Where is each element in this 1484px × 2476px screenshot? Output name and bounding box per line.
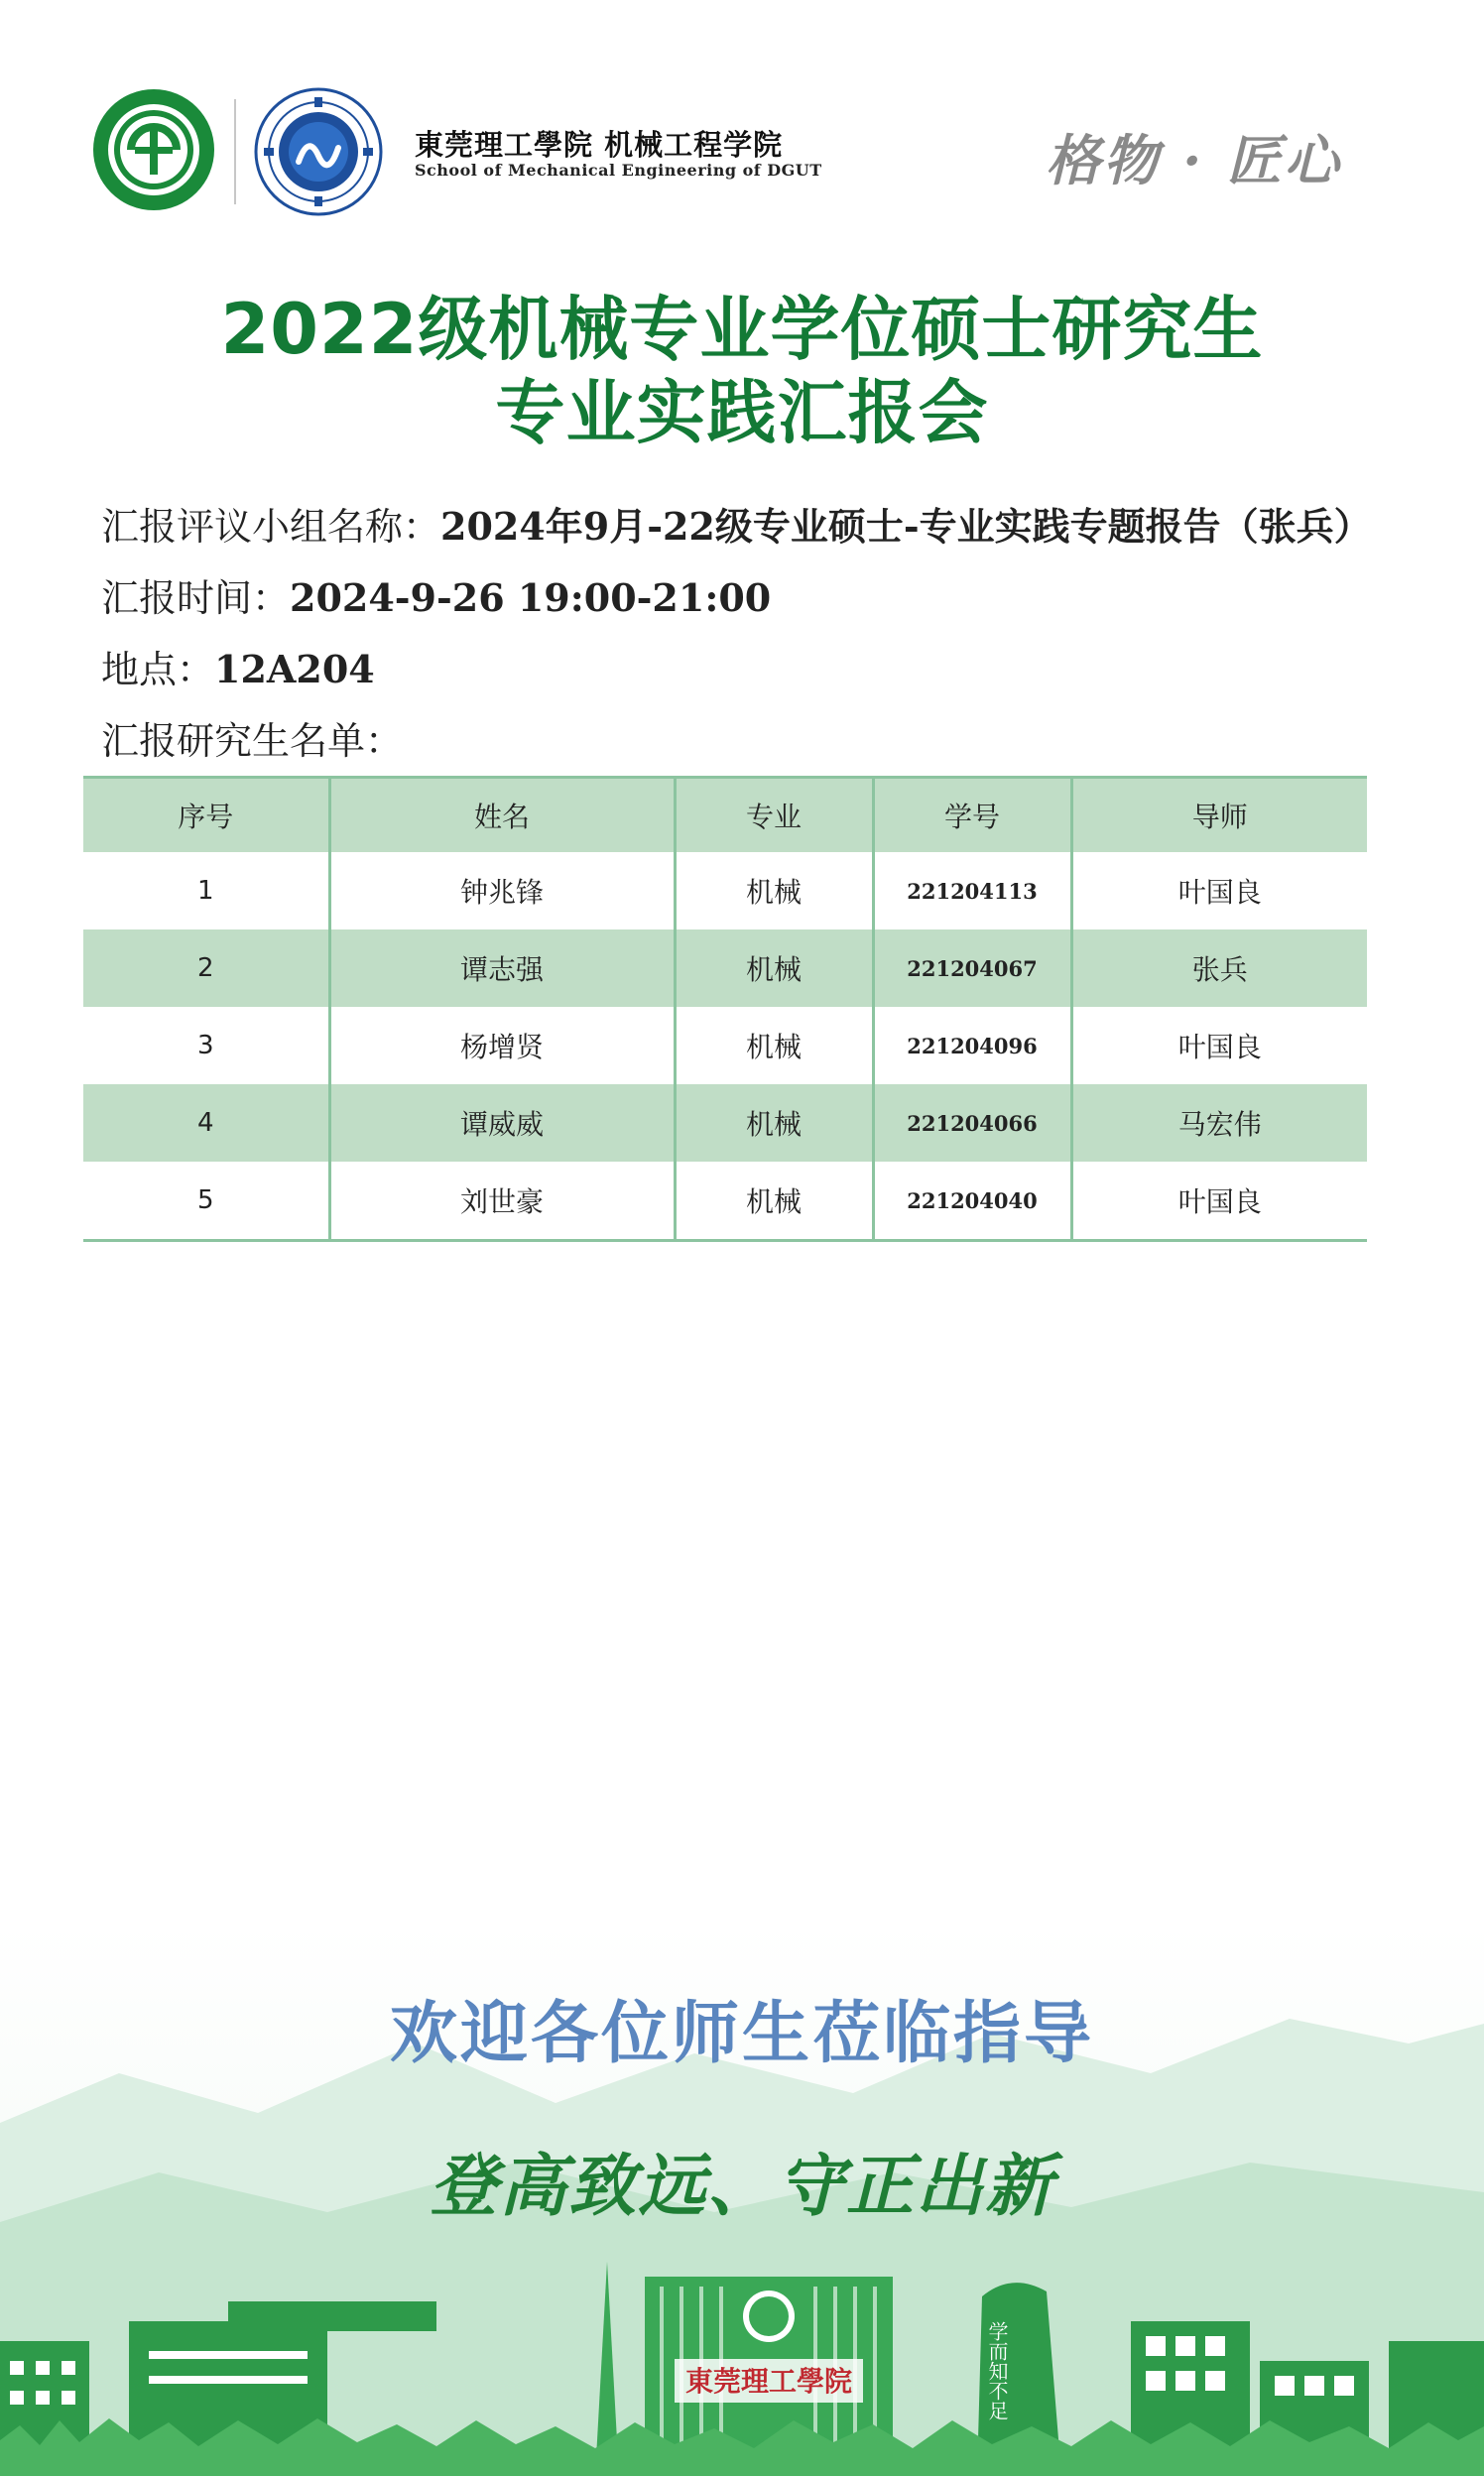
table-row (83, 1084, 1367, 1162)
location-label: 地点： (101, 648, 215, 691)
location-line (101, 639, 375, 693)
cell-index: 2 (83, 929, 329, 1007)
time-value: 2024-9-26 19:00-21:00 (290, 575, 772, 620)
table-row (83, 852, 1367, 929)
group-name-label: 汇报评议小组名称： (101, 505, 441, 549)
cell-advisor: 马宏伟 (1071, 1084, 1367, 1162)
cell-advisor: 张兵 (1071, 929, 1367, 1007)
cell-student-id: 221204067 (873, 929, 1071, 1007)
student-table (83, 776, 1367, 1242)
time-label: 汇报时间： (101, 576, 291, 620)
cell-major: 机械 (675, 1084, 873, 1162)
cell-major: 机械 (675, 1162, 873, 1241)
cell-index: 3 (83, 1007, 329, 1084)
header-advisor: 导师 (1071, 778, 1367, 853)
cell-name: 钟兆锋 (329, 852, 675, 929)
school-name-en: School of Mechanical Engineering of DGUT (415, 161, 822, 180)
page-title-line2: 专业实践汇报会 (495, 372, 989, 453)
slogan-text: 登高致远、守正出新 (429, 2147, 1054, 2226)
stone-text: 学而知不足 (985, 2321, 1009, 2420)
cell-student-id: 221204113 (873, 852, 1071, 929)
dgut-logo (91, 87, 216, 212)
cell-major: 机械 (675, 929, 873, 1007)
cell-index: 5 (83, 1162, 329, 1241)
table-row (83, 1007, 1367, 1084)
cell-name: 杨增贤 (329, 1007, 675, 1084)
school-name-cn: 東莞理工學院 机械工程学院 (415, 128, 784, 162)
logo-divider (234, 99, 236, 204)
cell-major: 机械 (675, 1007, 873, 1084)
student-list-label: 汇报研究生名单： (101, 719, 404, 763)
cell-index: 4 (83, 1084, 329, 1162)
location-value: 12A204 (214, 647, 375, 691)
header-index: 序号 (83, 778, 329, 853)
table-row (83, 1162, 1367, 1241)
header-major: 专业 (675, 778, 873, 853)
cell-advisor: 叶国良 (1177, 876, 1262, 909)
cell-name: 谭威威 (329, 1084, 675, 1162)
cell-index: 1 (83, 852, 329, 929)
header (0, 0, 1484, 238)
cell-name: 刘世豪 (329, 1162, 675, 1241)
cell-major: 机械 (675, 852, 873, 929)
time-line (101, 567, 771, 622)
header-name: 姓名 (329, 778, 675, 853)
cell-student-id: 221204040 (873, 1162, 1071, 1241)
welcome-text: 欢迎各位师生莅临指导 (389, 1995, 1094, 2073)
cell-student-id: 221204066 (873, 1084, 1071, 1162)
building-sign: 東莞理工學院 (684, 2365, 853, 2398)
table-row (83, 929, 1367, 1007)
table-header-row (83, 778, 1367, 853)
group-name-value: 2024年9月-22级专业硕士-专业实践专题报告（张兵） (440, 504, 1372, 549)
mechanical-school-logo (254, 87, 383, 216)
motto: 格物 · 匠心 (1046, 128, 1342, 192)
group-name-line (101, 496, 1372, 551)
cell-name: 谭志强 (329, 929, 675, 1007)
header-student-id: 学号 (873, 778, 1071, 853)
cell-advisor: 叶国良 (1177, 1185, 1262, 1218)
cell-student-id: 221204096 (873, 1007, 1071, 1084)
cell-advisor: 叶国良 (1177, 1031, 1262, 1063)
page-title-line1: 2022级机械专业学位硕士研究生 (220, 289, 1264, 370)
